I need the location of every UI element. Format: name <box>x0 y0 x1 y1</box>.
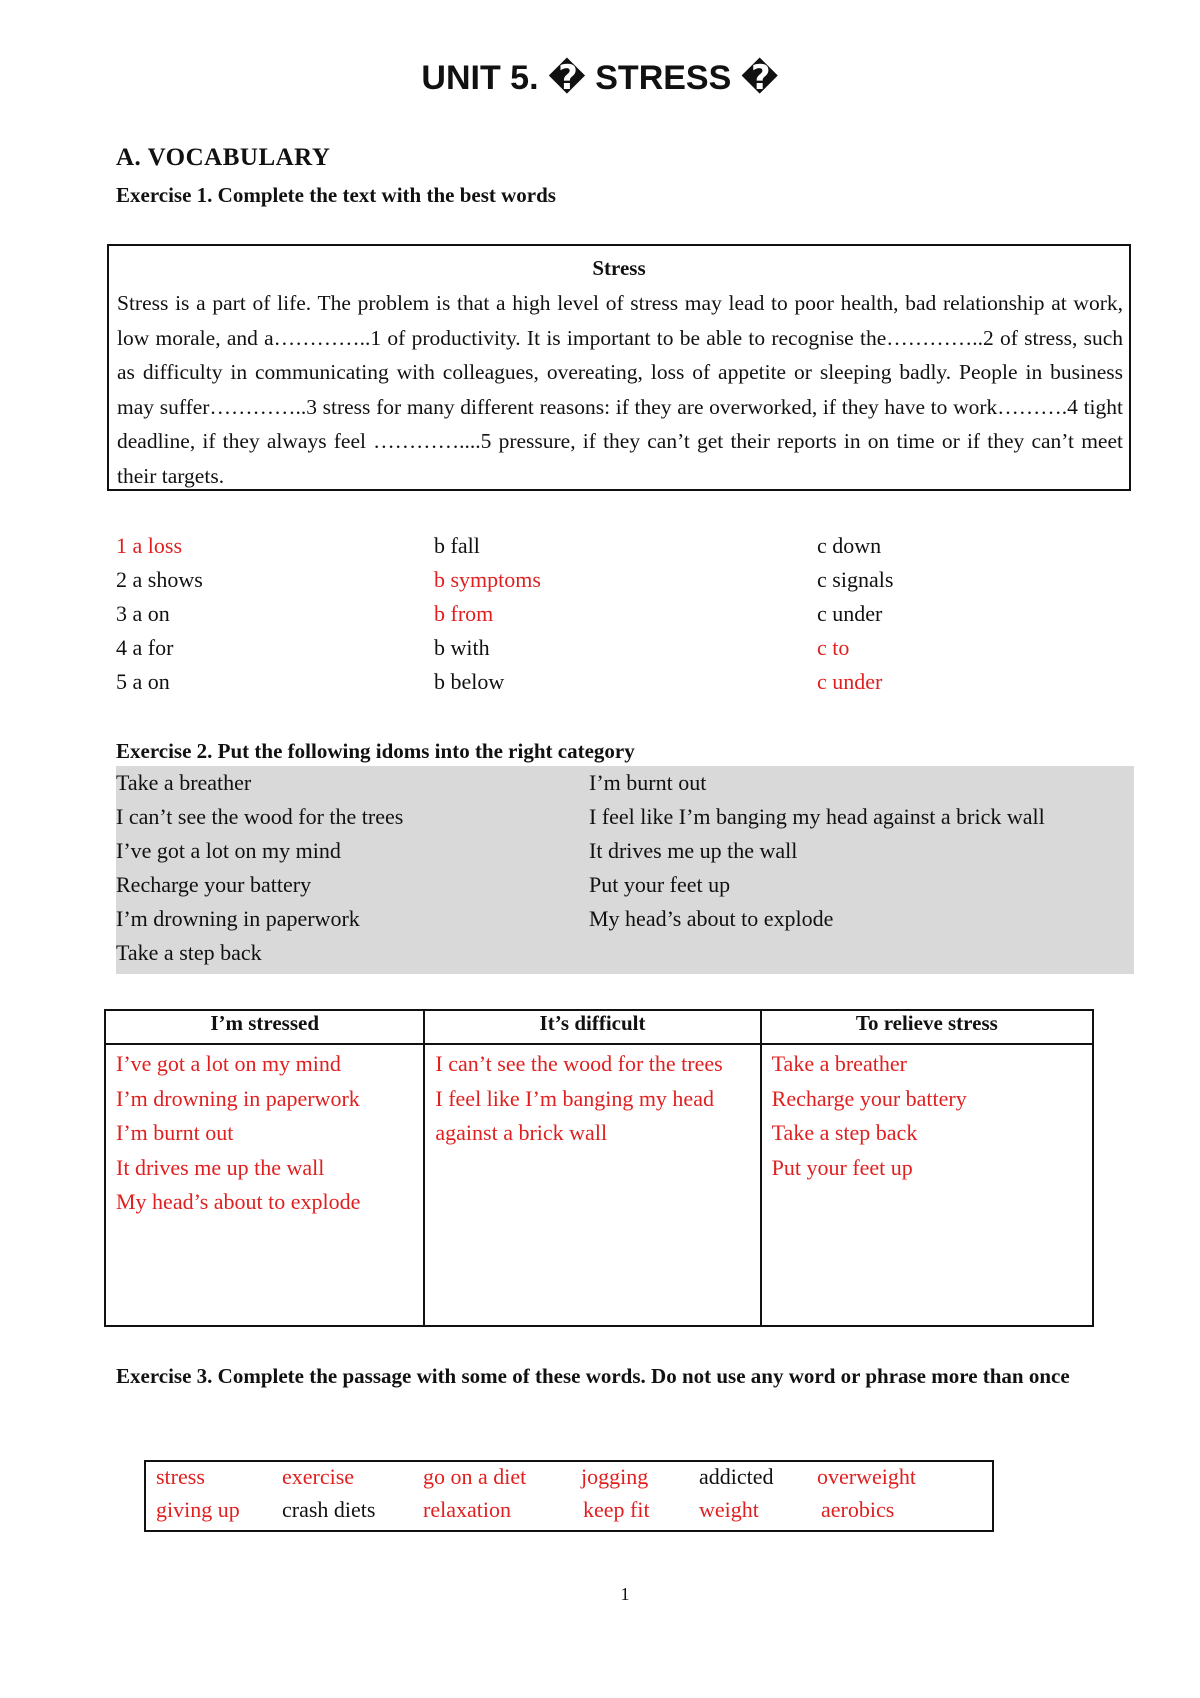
answer-item: It drives me up the wall <box>116 1154 325 1180</box>
idiom-item: I feel like I’m banging my head against a brick wall <box>589 804 1045 829</box>
option-1b: b fall <box>434 533 480 558</box>
option-1a: 1 a loss <box>116 533 182 558</box>
idiom-item: Put your feet up <box>589 872 731 897</box>
option-2a: 2 a shows <box>116 567 203 592</box>
exercise1-passage: Stress is a part of life. The problem is that a high level of stress may lead to poor health, bad relationship at work, low morale, and a…………..1 of productivity. It is important to be able to recognise the…………..2 of stress, such as difficulty in communicating with colleagues, overeating, loss of appetite or sleeping badly. People in business may suffer…………..3 stress for many different reasons: if they are overworked, if they have to work……….4 tight deadline, if they always feel …………....5 pressure, if they can’t get their reports in on time or if they can’t meet their targets. <box>117 291 1123 488</box>
word-item: aerobics <box>821 1497 895 1522</box>
idiom-item: My head’s about to explode <box>589 906 834 931</box>
answer-cell-stressed <box>105 1044 424 1326</box>
word-item: crash diets <box>282 1497 376 1522</box>
exercise1-text-box <box>107 244 1131 491</box>
idiom-list <box>116 766 1134 974</box>
answer-item: My head’s about to explode <box>116 1189 361 1214</box>
page-number: 1 <box>620 1584 630 1604</box>
idiom-item: I can’t see the wood for the trees <box>116 804 404 829</box>
option-2b: b symptoms <box>434 567 541 592</box>
section-heading: A. VOCABULARY <box>116 144 331 171</box>
answer-cell-difficult <box>424 1044 760 1326</box>
word-item: addicted <box>699 1464 774 1489</box>
answer-item: I’ve got a lot on my mind <box>116 1051 341 1076</box>
answer-item: I can’t see the wood for the trees <box>435 1051 723 1076</box>
idiom-item: Take a breather <box>116 770 252 795</box>
option-3c: c under <box>817 601 883 626</box>
word-item: overweight <box>817 1464 916 1489</box>
idiom-item: I’m burnt out <box>589 770 707 795</box>
option-5a: 5 a on <box>116 669 170 694</box>
exercise1-title: Exercise 1. Complete the text with the best words <box>116 183 556 207</box>
answer-item: Recharge your battery <box>771 1085 967 1111</box>
option-3b: b from <box>434 601 494 626</box>
word-item: stress <box>156 1464 205 1489</box>
option-4c: c to <box>817 635 850 660</box>
word-item: weight <box>699 1497 759 1522</box>
answer-cell-relieve <box>761 1044 1093 1326</box>
page-title: UNIT 5. � STRESS � <box>421 59 779 97</box>
answer-item: I’m drowning in paperwork <box>116 1085 360 1111</box>
option-5c: c under <box>817 669 883 694</box>
word-item: keep fit <box>583 1497 650 1522</box>
word-item: go on a diet <box>423 1464 527 1489</box>
answer-item: I’m burnt out <box>116 1120 234 1145</box>
option-3a: 3 a on <box>116 601 170 626</box>
idiom-item: Take a step back <box>116 940 262 965</box>
column-header-stressed: I’m stressed <box>105 1010 424 1044</box>
exercise1-box-title: Stress <box>592 256 646 280</box>
idiom-item: Recharge your battery <box>116 872 312 897</box>
option-5b: b below <box>434 669 505 694</box>
option-4b: b with <box>434 635 490 660</box>
word-item: giving up <box>156 1497 240 1522</box>
option-2c: c signals <box>817 567 894 592</box>
answer-item: Take a breather <box>771 1051 907 1076</box>
word-item: relaxation <box>423 1497 511 1522</box>
column-header-difficult: It’s difficult <box>424 1010 760 1044</box>
answer-item: I feel like I’m banging my head against a brick wall <box>435 1085 714 1145</box>
word-item: exercise <box>282 1464 355 1489</box>
answer-item: Take a step back <box>771 1120 918 1145</box>
option-4a: 4 a for <box>116 635 174 660</box>
exercise3-title: Exercise 3. Complete the passage with some of these words. Do not use any word or phrase more than once <box>116 1364 1070 1388</box>
word-bank <box>144 1460 994 1532</box>
column-header-relieve: To relieve stress <box>761 1010 1093 1044</box>
word-item: jogging <box>581 1464 649 1489</box>
option-1c: c down <box>817 533 882 558</box>
idiom-item: It drives me up the wall <box>589 838 798 863</box>
idiom-item: I’m drowning in paperwork <box>116 906 360 931</box>
exercise2-title: Exercise 2. Put the following idoms into the right category <box>116 739 635 763</box>
category-table <box>104 1009 1094 1327</box>
answer-item: Put your feet up <box>771 1154 913 1180</box>
idiom-item: I’ve got a lot on my mind <box>116 838 341 863</box>
